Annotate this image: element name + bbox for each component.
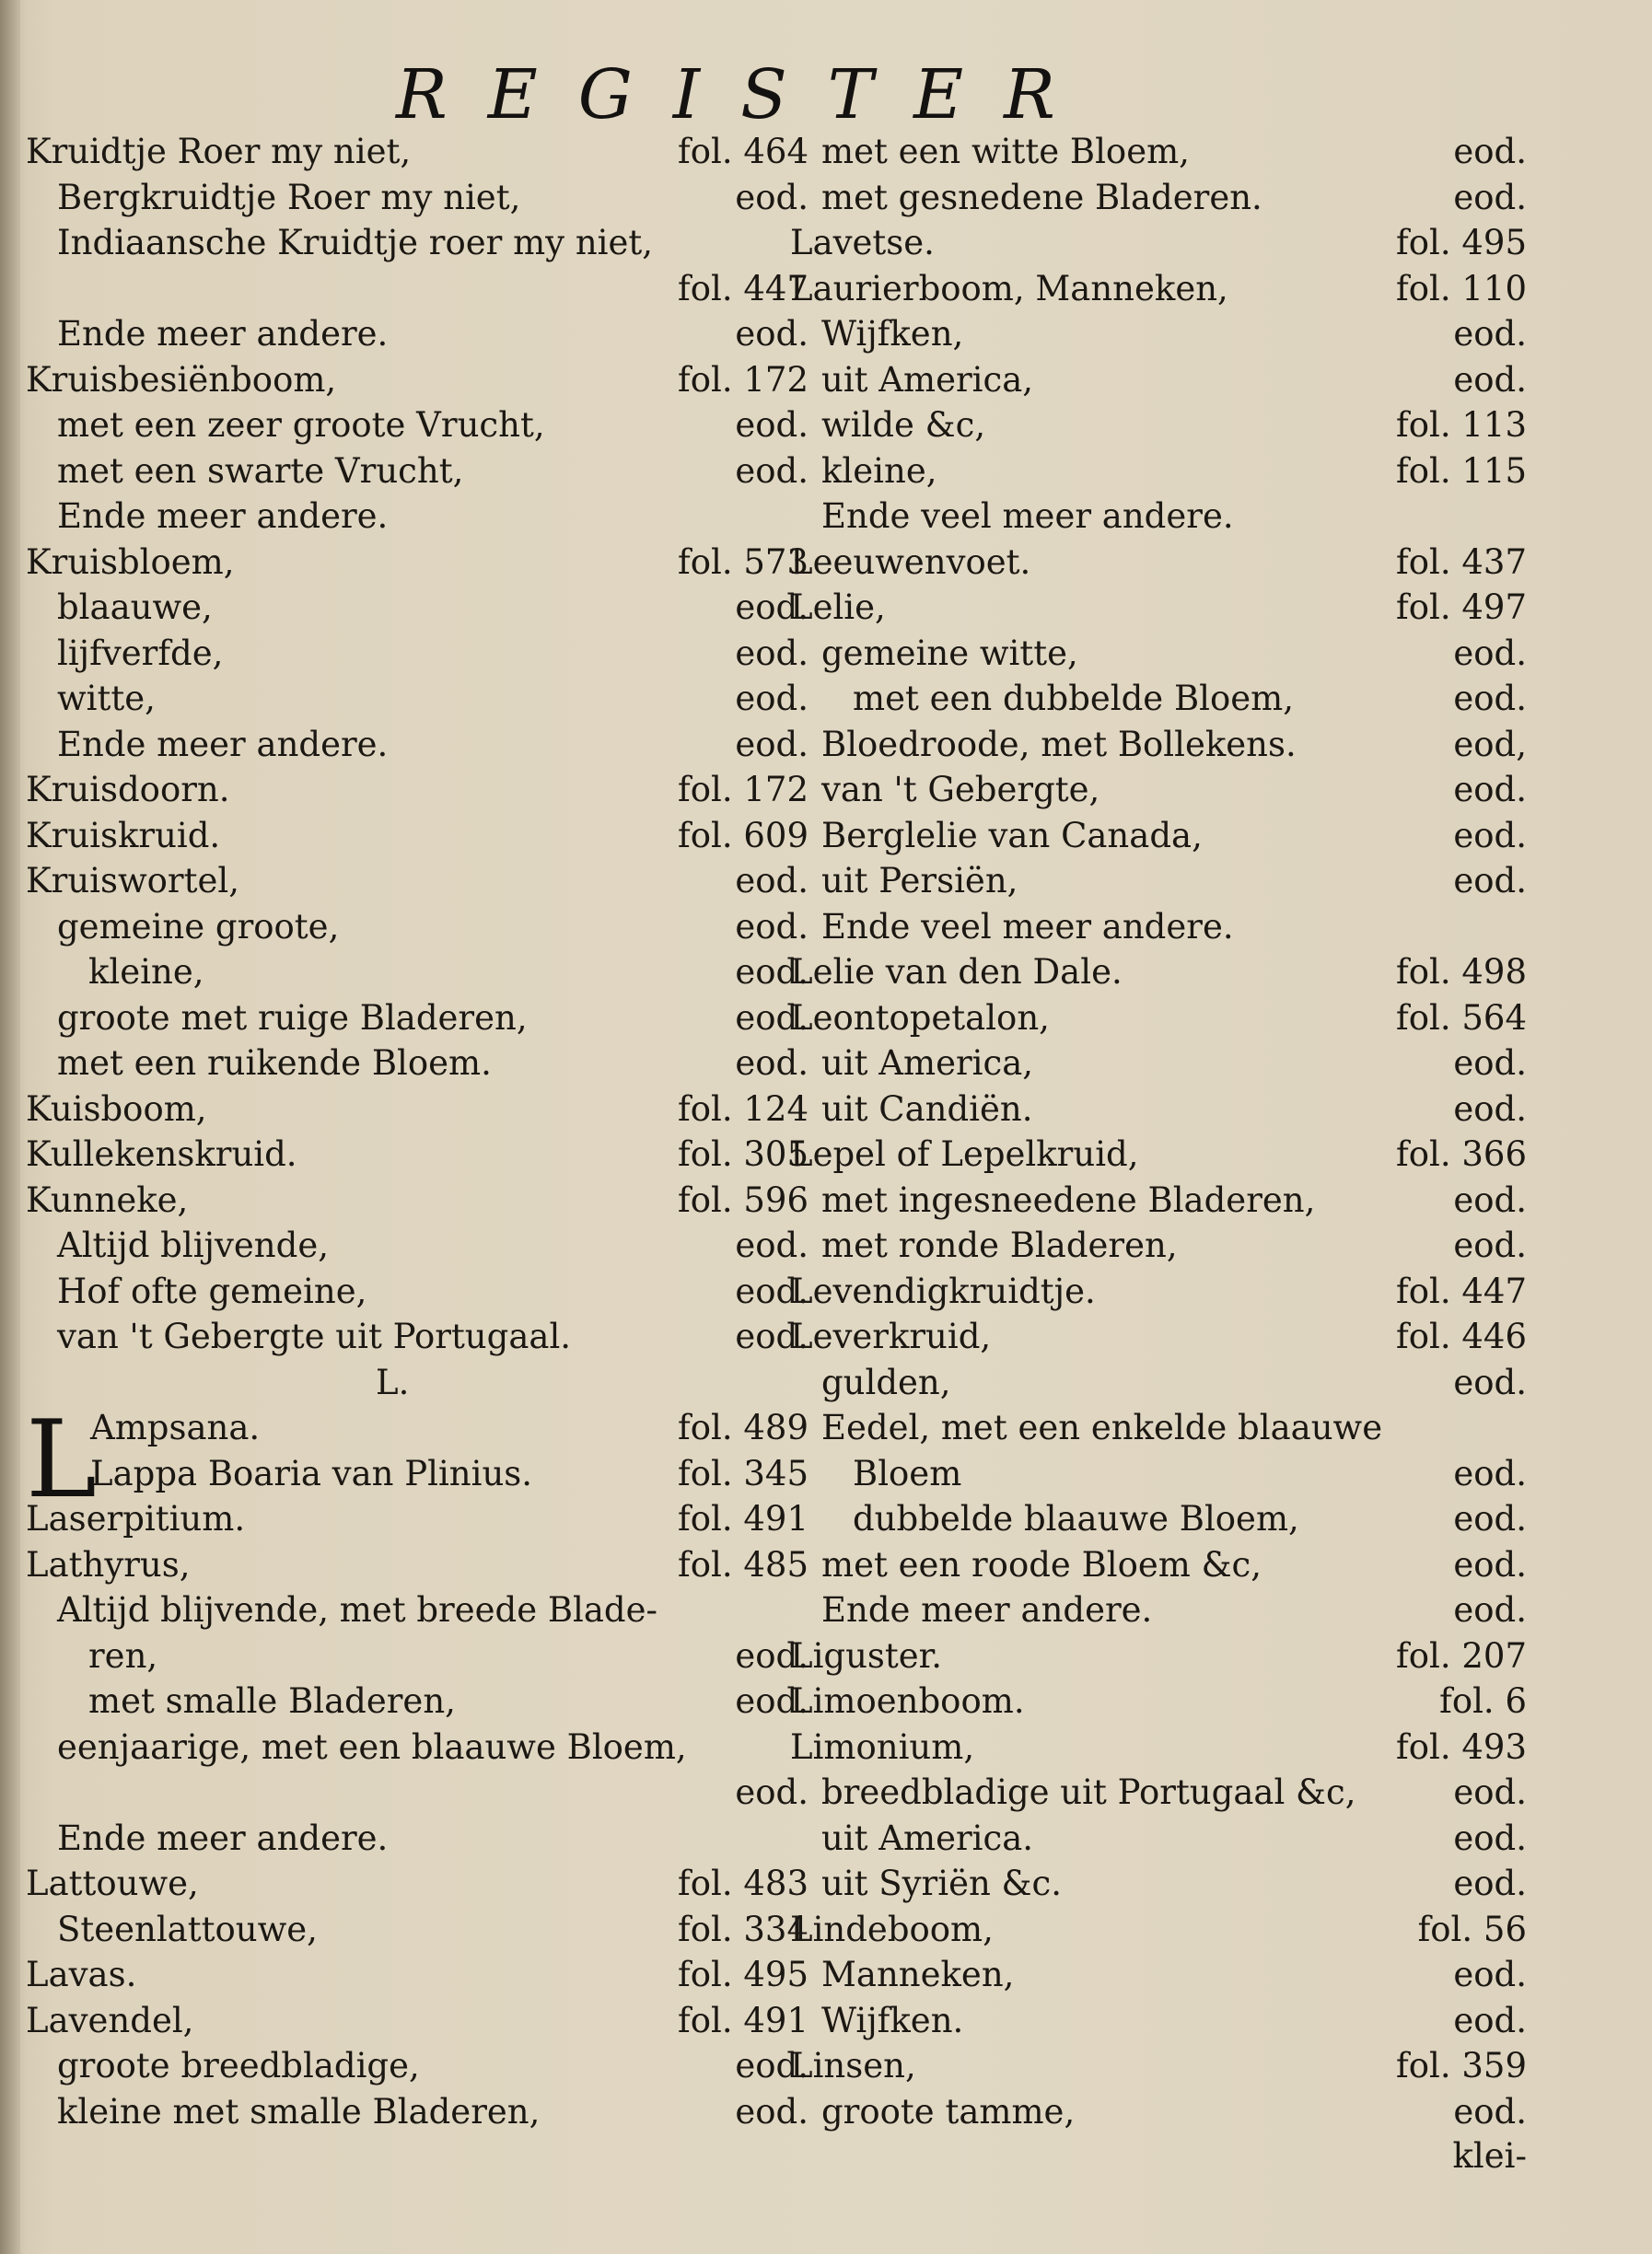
index-entry bbox=[790, 448, 1527, 494]
entry-folio-ref: eod. bbox=[1453, 1590, 1527, 1630]
entry-folio-ref: fol. 207 bbox=[1396, 1635, 1527, 1676]
index-entry bbox=[26, 1086, 809, 1133]
entry-folio-ref: eod. bbox=[735, 450, 809, 491]
index-entry bbox=[790, 311, 1527, 357]
index-entry bbox=[790, 1907, 1527, 1953]
entry-folio-ref: eod. bbox=[735, 633, 809, 673]
entry-folio-ref: eod. bbox=[1453, 1088, 1527, 1129]
index-entry bbox=[26, 676, 809, 722]
entry-term: met ronde Bladeren, bbox=[821, 1226, 1178, 1265]
index-entry bbox=[26, 1725, 809, 1771]
entry-term: Linsen, bbox=[790, 2046, 916, 2086]
index-entry bbox=[790, 1770, 1527, 1816]
entry-term: Ende meer andere. bbox=[821, 1590, 1153, 1630]
entry-folio-ref: fol. 493 bbox=[1396, 1726, 1527, 1767]
index-entry bbox=[790, 1040, 1527, 1086]
index-entry bbox=[26, 1770, 809, 1816]
entry-folio-ref: eod. bbox=[1453, 815, 1527, 855]
entry-term: Levendigkruidtje. bbox=[790, 1271, 1096, 1311]
entry-term: uit America. bbox=[821, 1818, 1034, 1858]
index-entry bbox=[790, 1132, 1527, 1178]
entry-folio-ref: eod. bbox=[735, 1226, 809, 1265]
entry-term: gulden, bbox=[821, 1362, 951, 1402]
entry-term: Indiaansche Kruidtje roer my niet, bbox=[57, 223, 654, 262]
index-entry bbox=[790, 631, 1527, 677]
entry-folio-ref: fol. 491 bbox=[678, 1499, 809, 1539]
index-entry bbox=[26, 1040, 809, 1086]
entry-term: kleine, bbox=[88, 952, 204, 992]
entry-folio-ref: eod. bbox=[1453, 177, 1527, 217]
entry-term: met een dubbelde Bloem, bbox=[853, 679, 1294, 718]
entry-folio-ref: fol. 447 bbox=[678, 268, 809, 308]
entry-term: Steenlattouwe, bbox=[57, 1909, 318, 1949]
index-entry bbox=[26, 1587, 809, 1633]
entry-term: met een witte Bloem, bbox=[821, 132, 1190, 171]
entry-folio-ref: eod. bbox=[735, 314, 809, 354]
entry-folio-ref: fol. 305 bbox=[678, 1134, 809, 1174]
index-entry bbox=[790, 494, 1527, 540]
entry-term: Ende meer andere. bbox=[57, 496, 389, 536]
entry-term: Bergkruidtje Roer my niet, bbox=[57, 177, 521, 217]
index-entry bbox=[26, 1633, 809, 1679]
entry-term: met een ruikende Bloem. bbox=[57, 1043, 492, 1083]
index-entry bbox=[790, 1816, 1527, 1862]
entry-folio-ref: eod. bbox=[1453, 2091, 1527, 2132]
index-entry bbox=[790, 1542, 1527, 1588]
entry-folio-ref: fol. 172 bbox=[678, 359, 809, 400]
entry-term: Hof ofte gemeine, bbox=[57, 1271, 367, 1311]
index-entry bbox=[26, 1405, 809, 1451]
entry-term: wilde &c, bbox=[821, 405, 986, 445]
index-entry bbox=[790, 1223, 1527, 1269]
entry-term: Laserpitium. bbox=[26, 1499, 246, 1539]
entry-folio-ref: eod. bbox=[735, 2046, 809, 2086]
entry-folio-ref: fol. 172 bbox=[678, 770, 809, 809]
index-entry bbox=[790, 1952, 1527, 1998]
index-entry bbox=[790, 676, 1527, 722]
entry-folio-ref: fol. 609 bbox=[678, 815, 809, 855]
entry-folio-ref: fol. 483 bbox=[678, 1864, 809, 1903]
entry-term: breedbladige uit Portugaal &c, bbox=[821, 1772, 1356, 1812]
entry-term: Manneken, bbox=[821, 1955, 1015, 1994]
entry-folio-ref: fol. 359 bbox=[1396, 2046, 1527, 2086]
index-entry bbox=[26, 949, 809, 995]
index-entry bbox=[26, 2089, 809, 2135]
entry-folio-ref: eod. bbox=[735, 952, 809, 992]
entry-term: groote tamme, bbox=[821, 2091, 1076, 2132]
index-entry bbox=[26, 1542, 809, 1588]
entry-folio-ref: eod. bbox=[1453, 1772, 1527, 1812]
entry-term: Laurierboom, Manneken, bbox=[790, 268, 1228, 308]
index-entry bbox=[790, 266, 1527, 312]
entry-term: Berglelie van Canada, bbox=[821, 815, 1203, 855]
entry-folio-ref: eod. bbox=[1453, 1453, 1527, 1493]
index-entry bbox=[790, 220, 1527, 266]
entry-folio-ref: fol. 113 bbox=[1396, 405, 1527, 445]
index-entry bbox=[790, 949, 1527, 995]
entry-folio-ref: eod. bbox=[735, 587, 809, 627]
entry-term: Ende meer andere. bbox=[57, 314, 389, 354]
index-entry bbox=[26, 767, 809, 813]
entry-term: Bloem bbox=[853, 1453, 962, 1493]
index-entry bbox=[790, 1451, 1527, 1497]
index-entry bbox=[790, 402, 1527, 448]
entry-folio-ref: fol. 498 bbox=[1396, 952, 1527, 992]
entry-term: Lavendel, bbox=[26, 2000, 194, 2040]
index-entry bbox=[26, 1907, 809, 1953]
entry-folio-ref: eod. bbox=[1453, 770, 1527, 809]
index-entry bbox=[26, 813, 809, 859]
entry-term: Kullekenskruid. bbox=[26, 1134, 297, 1174]
index-entry bbox=[790, 585, 1527, 631]
entry-folio-ref: eod. bbox=[1453, 679, 1527, 718]
index-entry bbox=[26, 2043, 809, 2089]
index-entry bbox=[790, 813, 1527, 859]
entry-folio-ref: fol. 366 bbox=[1396, 1134, 1527, 1174]
entry-term: groote met ruige Bladeren, bbox=[57, 997, 528, 1038]
entry-folio-ref: eod. bbox=[735, 724, 809, 764]
entry-term: uit America, bbox=[821, 359, 1034, 400]
index-entry bbox=[26, 1269, 809, 1315]
entry-folio-ref: fol. 489 bbox=[678, 1408, 809, 1447]
entry-folio-ref: fol. 495 bbox=[1396, 223, 1527, 262]
index-entry bbox=[790, 175, 1527, 221]
index-entry bbox=[790, 904, 1527, 950]
entry-term: blaauwe, bbox=[57, 587, 213, 627]
index-entry bbox=[790, 858, 1527, 904]
entry-folio-ref: eod. bbox=[735, 1271, 809, 1311]
index-entry bbox=[26, 995, 809, 1041]
entry-folio-ref: eod. bbox=[1453, 314, 1527, 354]
entry-term: met een zeer groote Vrucht, bbox=[57, 405, 545, 445]
entry-term: groote breedbladige, bbox=[57, 2046, 420, 2086]
index-entry bbox=[790, 1998, 1527, 2044]
index-entry bbox=[26, 1360, 809, 1406]
index-entry bbox=[790, 995, 1527, 1041]
entry-folio-ref: eod. bbox=[735, 177, 809, 217]
entry-folio-ref: fol. 56 bbox=[1417, 1909, 1527, 1949]
index-entry bbox=[790, 1269, 1527, 1315]
index-entry bbox=[26, 311, 809, 357]
entry-folio-ref: eod. bbox=[735, 1043, 809, 1083]
entry-folio-ref: eod. bbox=[735, 679, 809, 718]
entry-term: Lelie, bbox=[790, 587, 886, 627]
entry-term: Lepel of Lepelkruid, bbox=[790, 1134, 1139, 1174]
entry-folio-ref: eod. bbox=[1453, 1818, 1527, 1858]
entry-term: Kruidtje Roer my niet, bbox=[26, 132, 412, 171]
index-entry bbox=[26, 494, 809, 540]
index-entry bbox=[790, 540, 1527, 586]
entry-term: Altijd blijvende, bbox=[57, 1226, 329, 1265]
entry-folio-ref: eod. bbox=[735, 1635, 809, 1676]
entry-folio-ref: eod. bbox=[735, 405, 809, 445]
entry-folio-ref: eod. bbox=[1453, 1864, 1527, 1903]
entry-term: Ende meer andere. bbox=[57, 724, 389, 764]
entry-folio-ref: eod. bbox=[1453, 633, 1527, 673]
index-entry bbox=[26, 722, 809, 768]
entry-term: Lavetse. bbox=[790, 223, 935, 262]
index-entry bbox=[790, 2043, 1527, 2089]
index-entry bbox=[790, 1405, 1527, 1451]
entry-folio-ref: eod. bbox=[735, 2091, 809, 2132]
entry-term: Ende meer andere. bbox=[57, 1818, 389, 1858]
entry-term: met ingesneedene Bladeren, bbox=[821, 1179, 1316, 1220]
entry-term: Kruiswortel, bbox=[26, 861, 239, 900]
index-entry bbox=[26, 540, 809, 586]
entry-folio-ref: eod. bbox=[735, 906, 809, 947]
entry-folio-ref: fol. 491 bbox=[678, 2000, 809, 2040]
entry-term: ren, bbox=[88, 1635, 158, 1676]
entry-term: Limoenboom. bbox=[790, 1681, 1025, 1721]
entry-folio-ref: fol. 446 bbox=[1396, 1317, 1527, 1356]
index-entry bbox=[26, 1998, 809, 2044]
index-entry bbox=[790, 357, 1527, 403]
index-entry bbox=[26, 220, 809, 266]
entry-folio-ref: fol. 497 bbox=[1396, 587, 1527, 627]
entry-term: Lindeboom, bbox=[790, 1909, 994, 1949]
index-entry bbox=[790, 722, 1527, 768]
index-entry bbox=[790, 1679, 1527, 1725]
entry-folio-ref: eod. bbox=[735, 997, 809, 1038]
entry-term: Kruisbloem, bbox=[26, 541, 235, 582]
entry-term: kleine met smalle Bladeren, bbox=[57, 2091, 541, 2132]
entry-folio-ref: eod. bbox=[1453, 1179, 1527, 1220]
entry-folio-ref: eod. bbox=[735, 1681, 809, 1721]
index-entry bbox=[26, 175, 809, 221]
entry-folio-ref: fol. 564 bbox=[1396, 997, 1527, 1038]
index-entry bbox=[26, 1178, 809, 1224]
entry-folio-ref: fol. 6 bbox=[1439, 1681, 1527, 1721]
entry-folio-ref: fol. 334 bbox=[678, 1909, 809, 1949]
entry-folio-ref: eod. bbox=[1453, 2000, 1527, 2040]
index-entry bbox=[790, 1496, 1527, 1542]
entry-term: Kruisbesiënboom, bbox=[26, 359, 337, 400]
entry-term: lijfverfde, bbox=[57, 633, 224, 673]
index-entry bbox=[790, 767, 1527, 813]
index-entry bbox=[790, 129, 1527, 175]
index-entry bbox=[26, 357, 809, 403]
index-entry bbox=[26, 1952, 809, 1998]
entry-folio-ref: fol. 115 bbox=[1396, 450, 1527, 491]
entry-folio-ref: eod, bbox=[1453, 724, 1527, 764]
entry-term: Ampsana. bbox=[90, 1408, 261, 1447]
entry-term: Leeuwenvoet. bbox=[790, 541, 1031, 582]
index-entry bbox=[26, 904, 809, 950]
entry-term: Kruiskruid. bbox=[26, 815, 221, 855]
entry-folio-ref: eod. bbox=[1453, 359, 1527, 400]
entry-folio-ref: fol. 464 bbox=[678, 132, 809, 171]
entry-folio-ref: fol. 447 bbox=[1396, 1271, 1527, 1311]
entry-folio-ref: eod. bbox=[735, 1317, 809, 1356]
entry-term: Kruisdoorn. bbox=[26, 770, 230, 809]
entry-term: Ende veel meer andere. bbox=[821, 906, 1234, 947]
index-entry bbox=[26, 858, 809, 904]
entry-term: Liguster. bbox=[790, 1635, 943, 1676]
entry-folio-ref: eod. bbox=[1453, 861, 1527, 900]
entry-term: Limonium, bbox=[790, 1726, 975, 1767]
entry-term: Leverkruid, bbox=[790, 1317, 992, 1356]
index-entry bbox=[26, 448, 809, 494]
catchword: klei- bbox=[1452, 2136, 1527, 2176]
index-entry bbox=[26, 1314, 809, 1360]
entry-folio-ref: fol. 124 bbox=[678, 1088, 809, 1129]
entry-term: Lattouwe, bbox=[26, 1864, 199, 1903]
entry-term: gemeine groote, bbox=[57, 906, 340, 947]
index-entry bbox=[26, 129, 809, 175]
entry-term: Lappa Boaria van Plinius. bbox=[90, 1453, 533, 1493]
entry-term: Lathyrus, bbox=[26, 1544, 191, 1585]
entry-term: Ende veel meer andere. bbox=[821, 496, 1234, 536]
index-entry bbox=[790, 1861, 1527, 1907]
entry-folio-ref: eod. bbox=[1453, 1362, 1527, 1402]
page-title: REGISTER bbox=[396, 55, 1096, 134]
index-entry bbox=[26, 1451, 809, 1497]
entry-folio-ref: fol. 345 bbox=[678, 1453, 809, 1493]
entry-term: gemeine witte, bbox=[821, 633, 1078, 673]
index-entry bbox=[790, 1360, 1527, 1406]
entry-term: uit Syriën &c. bbox=[821, 1864, 1062, 1903]
entry-term: Eedel, met een enkelde blaauwe bbox=[821, 1408, 1383, 1447]
index-entry bbox=[26, 631, 809, 677]
index-entry bbox=[26, 1496, 809, 1542]
index-entry bbox=[26, 1816, 809, 1862]
entry-term: Kuisboom, bbox=[26, 1088, 207, 1129]
entry-folio-ref: fol. 596 bbox=[678, 1179, 809, 1220]
entry-folio-ref: fol. 495 bbox=[678, 1955, 809, 1994]
entry-term: L. bbox=[376, 1362, 410, 1402]
entry-term: uit Candiën. bbox=[821, 1088, 1033, 1129]
book-gutter bbox=[0, 0, 20, 2254]
index-entry bbox=[790, 2089, 1527, 2135]
entry-folio-ref: eod. bbox=[1453, 1043, 1527, 1083]
entry-term: kleine, bbox=[821, 450, 937, 491]
entry-folio-ref: eod. bbox=[1453, 1226, 1527, 1265]
entry-term: van 't Gebergte uit Portugaal. bbox=[57, 1317, 572, 1356]
index-entry bbox=[790, 1633, 1527, 1679]
index-entry bbox=[26, 1679, 809, 1725]
index-entry bbox=[26, 1132, 809, 1178]
entry-term: van 't Gebergte, bbox=[821, 770, 1100, 809]
entry-term: met gesnedene Bladeren. bbox=[821, 177, 1262, 217]
entry-term: met een roode Bloem &c, bbox=[821, 1544, 1262, 1585]
entry-term: uit Persiën, bbox=[821, 861, 1018, 900]
entry-term: dubbelde blaauwe Bloem, bbox=[853, 1499, 1299, 1539]
entry-folio-ref: eod. bbox=[735, 861, 809, 900]
entry-term: uit America, bbox=[821, 1043, 1034, 1083]
drop-cap-letter: L bbox=[26, 1398, 98, 1522]
index-entry bbox=[790, 1587, 1527, 1633]
entry-term: witte, bbox=[57, 679, 156, 718]
index-entry bbox=[790, 1178, 1527, 1224]
entry-folio-ref: fol. 573 bbox=[678, 541, 809, 582]
entry-term: eenjaarige, met een blaauwe Bloem, bbox=[57, 1726, 687, 1767]
entry-term: Lelie van den Dale. bbox=[790, 952, 1123, 992]
index-entry bbox=[790, 1086, 1527, 1133]
entry-term: Lavas. bbox=[26, 1955, 137, 1994]
index-entry bbox=[790, 1725, 1527, 1771]
entry-folio-ref: eod. bbox=[1453, 132, 1527, 171]
entry-term: Leontopetalon, bbox=[790, 997, 1050, 1038]
entry-term: met smalle Bladeren, bbox=[88, 1681, 456, 1721]
entry-term: met een swarte Vrucht, bbox=[57, 450, 464, 491]
entry-term: Bloedroode, met Bollekens. bbox=[821, 724, 1297, 764]
entry-folio-ref: fol. 110 bbox=[1396, 268, 1527, 308]
entry-term: Wijfken, bbox=[821, 314, 964, 354]
entry-folio-ref: eod. bbox=[1453, 1544, 1527, 1585]
entry-folio-ref: eod. bbox=[735, 1772, 809, 1812]
index-entry bbox=[26, 1861, 809, 1907]
index-entry bbox=[790, 1314, 1527, 1360]
index-entry bbox=[26, 402, 809, 448]
index-entry bbox=[26, 1223, 809, 1269]
entry-folio-ref: eod. bbox=[1453, 1955, 1527, 1994]
entry-folio-ref: fol. 485 bbox=[678, 1544, 809, 1585]
entry-term: Wijfken. bbox=[821, 2000, 964, 2040]
entry-folio-ref: eod. bbox=[1453, 1499, 1527, 1539]
index-entry bbox=[26, 585, 809, 631]
entry-term: Altijd blijvende, met breede Blade- bbox=[57, 1590, 658, 1630]
entry-folio-ref: fol. 437 bbox=[1396, 541, 1527, 582]
entry-term: Kunneke, bbox=[26, 1179, 189, 1220]
index-entry bbox=[26, 266, 809, 312]
